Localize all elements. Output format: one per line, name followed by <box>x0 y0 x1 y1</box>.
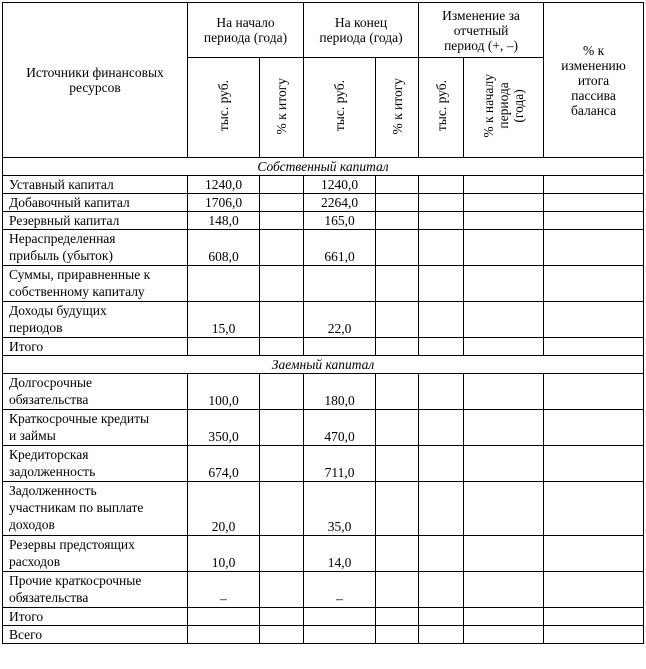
value-end: 180,0 <box>304 374 376 410</box>
empty-cell <box>544 374 644 410</box>
empty-cell <box>544 536 644 572</box>
empty-cell <box>419 302 464 338</box>
value-end: 661,0 <box>304 230 376 266</box>
table-row <box>3 446 644 482</box>
value-start: 674,0 <box>188 446 260 482</box>
empty-cell <box>544 266 644 302</box>
empty-cell <box>544 176 644 194</box>
table-row <box>3 176 644 194</box>
section-borrowed-capital: Заемный капитал <box>3 356 644 374</box>
empty-cell <box>419 212 464 230</box>
empty-cell <box>260 212 304 230</box>
empty-cell <box>376 338 419 356</box>
header-sources: Источники финансовых ресурсов <box>3 3 188 158</box>
empty-cell <box>464 230 544 266</box>
value-end: 1240,0 <box>304 176 376 194</box>
empty-cell <box>464 608 544 626</box>
empty-cell <box>419 266 464 302</box>
empty-cell <box>376 446 419 482</box>
value-end <box>304 338 376 356</box>
table-row <box>3 410 644 446</box>
value-start <box>188 338 260 356</box>
empty-cell <box>260 608 304 626</box>
row-label: Уставный капитал <box>3 176 188 194</box>
row-label: Добавочный капитал <box>3 194 188 212</box>
value-end <box>304 266 376 302</box>
row-label: Доходы будущих периодов <box>3 302 188 338</box>
empty-cell <box>464 194 544 212</box>
value-start: – <box>188 572 260 608</box>
row-label: Резервы предстоящих расходов <box>3 536 188 572</box>
table-row <box>3 266 644 302</box>
empty-cell <box>544 302 644 338</box>
row-label: Кредиторская задолженность <box>3 446 188 482</box>
value-end: 14,0 <box>304 536 376 572</box>
empty-cell <box>376 536 419 572</box>
empty-cell <box>260 626 304 644</box>
empty-cell <box>260 374 304 410</box>
value-end: 2264,0 <box>304 194 376 212</box>
empty-cell <box>544 194 644 212</box>
empty-cell <box>544 410 644 446</box>
empty-cell <box>544 230 644 266</box>
empty-cell <box>376 194 419 212</box>
empty-cell <box>544 608 644 626</box>
row-label: Прочие краткосрочные обязательства <box>3 572 188 608</box>
row-label: Долгосрочные обязательства <box>3 374 188 410</box>
empty-cell <box>464 482 544 536</box>
empty-cell <box>544 626 644 644</box>
header-end-unit: тыс. руб. <box>304 58 376 158</box>
empty-cell <box>464 410 544 446</box>
empty-cell <box>376 374 419 410</box>
value-start <box>188 608 260 626</box>
value-start: 20,0 <box>188 482 260 536</box>
row-label: Всего <box>3 626 188 644</box>
value-end: 711,0 <box>304 446 376 482</box>
empty-cell <box>376 230 419 266</box>
empty-cell <box>464 626 544 644</box>
empty-cell <box>464 374 544 410</box>
header-change-pct: % к началу периода (года) <box>464 58 544 158</box>
empty-cell <box>419 608 464 626</box>
empty-cell <box>376 266 419 302</box>
empty-cell <box>419 338 464 356</box>
empty-cell <box>260 266 304 302</box>
empty-cell <box>376 176 419 194</box>
value-start: 148,0 <box>188 212 260 230</box>
empty-cell <box>376 410 419 446</box>
empty-cell <box>260 410 304 446</box>
value-end: – <box>304 572 376 608</box>
value-end: 22,0 <box>304 302 376 338</box>
empty-cell <box>376 572 419 608</box>
header-start-unit: тыс. руб. <box>188 58 260 158</box>
empty-cell <box>376 482 419 536</box>
financial-sources-table <box>2 2 644 644</box>
empty-cell <box>260 230 304 266</box>
empty-cell <box>419 374 464 410</box>
table-row <box>3 338 644 356</box>
empty-cell <box>464 266 544 302</box>
table-row <box>3 536 644 572</box>
empty-cell <box>260 572 304 608</box>
empty-cell <box>544 212 644 230</box>
header-end-pct: % к итогу <box>376 58 419 158</box>
row-label: Резервный капитал <box>3 212 188 230</box>
value-start: 1706,0 <box>188 194 260 212</box>
row-label: Задолженность участникам по выплате доходов <box>3 482 188 536</box>
table-row <box>3 482 644 536</box>
empty-cell <box>376 608 419 626</box>
table-row <box>3 608 644 626</box>
empty-cell <box>464 338 544 356</box>
empty-cell <box>419 482 464 536</box>
value-end: 165,0 <box>304 212 376 230</box>
empty-cell <box>464 572 544 608</box>
empty-cell <box>464 536 544 572</box>
table-row <box>3 374 644 410</box>
table-row <box>3 572 644 608</box>
empty-cell <box>544 446 644 482</box>
table-row <box>3 212 644 230</box>
row-label: Суммы, приравненные к собственному капиталу <box>3 266 188 302</box>
value-start: 10,0 <box>188 536 260 572</box>
empty-cell <box>260 302 304 338</box>
empty-cell <box>260 536 304 572</box>
section-own-capital: Собственный капитал <box>3 158 644 176</box>
empty-cell <box>260 194 304 212</box>
empty-cell <box>419 176 464 194</box>
empty-cell <box>464 176 544 194</box>
table-row <box>3 194 644 212</box>
value-start: 100,0 <box>188 374 260 410</box>
empty-cell <box>376 626 419 644</box>
row-label: Нераспределенная прибыль (убыток) <box>3 230 188 266</box>
empty-cell <box>419 446 464 482</box>
empty-cell <box>544 338 644 356</box>
empty-cell <box>464 446 544 482</box>
table-row <box>3 230 644 266</box>
header-pct-total-change: % к изменению итога пассива баланса <box>544 3 644 158</box>
empty-cell <box>544 572 644 608</box>
header-start-pct: % к итогу <box>260 58 304 158</box>
row-label: Краткосрочные кредиты и займы <box>3 410 188 446</box>
empty-cell <box>419 572 464 608</box>
empty-cell <box>260 482 304 536</box>
header-period-start: На начало периода (года) <box>188 3 304 58</box>
table-row <box>3 626 644 644</box>
value-end: 470,0 <box>304 410 376 446</box>
header-change-unit: тыс. руб. <box>419 58 464 158</box>
empty-cell <box>376 212 419 230</box>
value-end <box>304 608 376 626</box>
value-start: 1240,0 <box>188 176 260 194</box>
empty-cell <box>419 194 464 212</box>
empty-cell <box>464 212 544 230</box>
empty-cell <box>419 410 464 446</box>
header-period-end: На конец периода (года) <box>304 3 419 58</box>
empty-cell <box>464 302 544 338</box>
value-end <box>304 626 376 644</box>
value-start: 15,0 <box>188 302 260 338</box>
value-start: 608,0 <box>188 230 260 266</box>
empty-cell <box>260 176 304 194</box>
table-row <box>3 302 644 338</box>
empty-cell <box>260 338 304 356</box>
empty-cell <box>544 482 644 536</box>
empty-cell <box>419 536 464 572</box>
empty-cell <box>419 626 464 644</box>
header-change: Изменение за отчетный период (+, –) <box>419 3 544 58</box>
empty-cell <box>419 230 464 266</box>
value-end: 35,0 <box>304 482 376 536</box>
value-start: 350,0 <box>188 410 260 446</box>
value-start <box>188 626 260 644</box>
row-label: Итого <box>3 608 188 626</box>
row-label: Итого <box>3 338 188 356</box>
empty-cell <box>376 302 419 338</box>
value-start <box>188 266 260 302</box>
empty-cell <box>260 446 304 482</box>
